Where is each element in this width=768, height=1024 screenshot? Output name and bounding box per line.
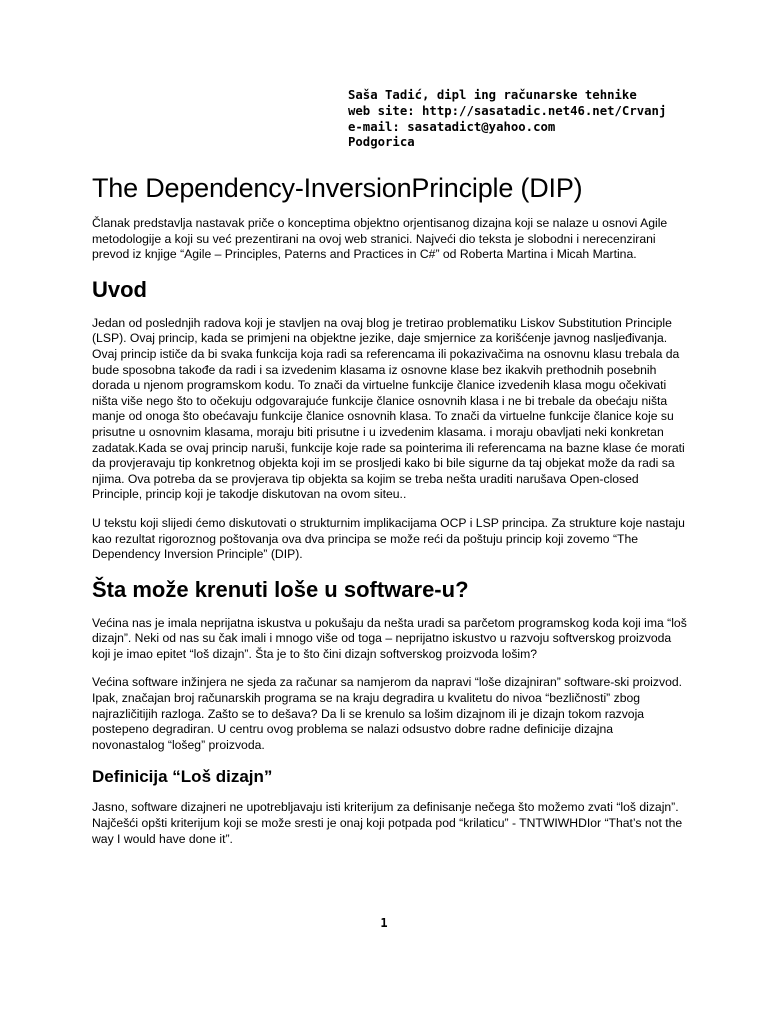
author-city: Podgorica <box>348 135 415 150</box>
page-number: 1 <box>380 916 388 930</box>
author-name: Saša Tadić, dipl ing računarske tehnike <box>348 88 637 102</box>
section-heading-uvod: Uvod <box>92 276 147 302</box>
author-email: e-mail: sasatadict@yahoo.com <box>348 119 556 134</box>
section-heading-sta-moze: Šta može krenuti loše u software-u? <box>92 576 469 602</box>
uvod-paragraph-2: U tekstu koji slijedi ćemo diskutovati o strukturnim implikacijama OCP i LSP principa. Za strukture koje nastaju kao rezultat rigoroznog poštovanja ova dva principa se može reći da poštuju princip koji zovemo “The Dependency Inversion Principle” (DIP). <box>92 515 685 562</box>
section-heading-definicija: Definicija “Loš dizajn” <box>92 767 273 787</box>
intro-paragraph: Članak predstavlja nastavak priče o konceptima objektno orjentisanog dizajna koji se nalaze u osnovi Agile metodologije a koji su već prezentirani na ovoj web stranici. Najveći dio teksta je slobodni i nerecenzirani prevod iz knjige “Agile – Principles, Paterns and Practices in C#” od Roberta Martina i Micah Martina. <box>92 216 668 262</box>
definicija-paragraph-1: Jasno, software dizajneri ne upotrebljavaju isti kriterijum za definisanje nečega što možemo zvati “loš dizajn”. Najčešći opšti kriterijum koji se može sresti je onaj koji potpada pod “krilaticu” - TNTWIWHDIor “That’s not the way I would have done it”. <box>92 800 683 846</box>
sta-moze-paragraph-1: Većina nas je imala neprijatna iskustva u pokušaju da nešta uradi sa parčetom programskog koda koji ima “loš dizajn”. Neki od nas su čak imali i mnogo više od toga – neprijatno iskustvo u razvoju softverskog proizvoda koji je imao epitet “loš dizajn”. Šta je to što čini dizajn softverskog proizvoda lošim? <box>92 615 687 661</box>
document-body <box>92 168 688 860</box>
sta-moze-paragraph-2: Većina software inžinjera ne sjeda za računar sa namjerom da napravi “loše dizajniran” software-ski proizvod. Ipak, značajan broj računarskih programa se na kraju degradira u kvalitetu do nivoa “bezličnosti” zbog najrazličitijih razloga. Zašto se to dešava? Da li se krenulo sa lošim dizajnom ili je dizajn tokom razvoja postepeno degradiran. U centru ovog problema se nalazi odsustvo dobre radne definicije dizajna novonastalog “lošeg” proizvoda. <box>92 675 683 752</box>
uvod-paragraph-1: Jedan od poslednjih radova koji je stavljen na ovaj blog je tretirao problematiku Liskov Substitution Principle (LSP). Ovaj princip, kada se primjeni na objektne jezike, daje smjernice za korišćenje javnog nasljeđivanja. Ovaj princip ističe da bi svaka funkcija koja radi sa referencama ili pokazivačima na osnovnu klasu trebala da bude sposobna takođe da radi i sa izvedenim klasama iz osnovne klase bez ikakvih prethodnih posebnih dorada u njenom programskom kodu. To znači da virtuelne funkcije članice izvedenih klasa mogu očekivati ništa više nego što to očekuju odgovarajuće funkcije članice osnovnih klasa i ne bi trebale da obećaju ništa manje od onoga što obećavaju funkcije članice osnovnih klasa. To znači da virtuelne funkcije članice koje su prisutne u osnovnim klasama, moraju biti prisutne i u izvedenim klasama. i moraju obavljati neki konkretan zadatak.Kada se ovaj princip naruši, funkcije koje rade sa pointerima ili referencama na bazne klase će morati da provjeravaju tip konkretnog objekta koji im se prosljedi kako bi bile sigurne da taj objekat može da radi sa njima. Ova potreba da se provjerava tip objekta sa kojim se treba nešta uraditi narušava Open-closed Principle, princip koji je takodje diskutovan na ovom siteu.. <box>92 315 685 502</box>
document-title: The Dependency-InversionPrinciple (DIP) <box>92 173 583 203</box>
author-website: web site: http://sasatadic.net46.net/Crvanj <box>348 103 667 118</box>
author-block <box>348 88 758 151</box>
